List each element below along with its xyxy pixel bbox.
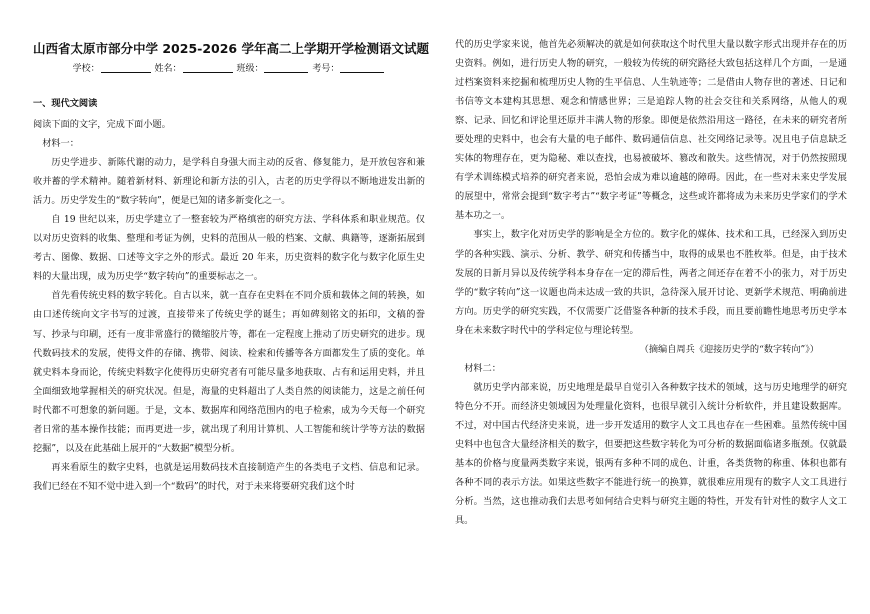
exam-title: 山西省太原市部分中学 2025-2026 学年高二上学期开学检测语文试题: [33, 41, 429, 56]
name-label: 姓名：: [154, 64, 182, 74]
school-label: 学校：: [72, 64, 100, 74]
paragraph: 就历史学内部来说，历史地理是最早自觉引入各种数字技术的领域，这与历史地理学的研究特色分不开。而经济史领域因为处理量化资料，也很早就引入统计分析软件，并且建设数据库。不过，对中国古代经济史来说，进一步开发适用的数字人文工具也存在一些困难。虽然传统中国史料中也包含大量经济相关的数字，但要把这些数字转化为可分析的数据面临诸多瓶颈。仅就最基本的价格与度量两类数字来说，银两有多种不同的成色、计重，各类货物的称重、体积也都有各种不同的表示方法。如果这些数字不能进行统一的换算，就很难应用现有的数字人文工具进行分析。当然，这也推动我们去思考如何结合史料与研究主题的特性，开发有针对性的数字人文工具。: [455, 381, 847, 527]
paragraph: 首先看传统史料的数字转化。自古以来，就一直存在史料在不同介质和载体之间的转换，如由口述传统向文字书写的过渡，直接带来了传统史学的诞生；再如碑刻铭文的拓印，文稿的誊写、抄录与印刷，还有一度非常盛行的微缩胶片等，都在一定程度上推动了历史研究的进步。现代数码技术的发展，使得文件的存储、携带、阅读、检索和传播等各方面都发生了质的变化。单就史料本身而论，传统史料数字化使得历史研究者有可能尽量多地获取、占有和运用史料，并且全面细致地掌握相关的研究状况。但是，海量的史料超出了人类自然的阅读能力，这是之前任何时代都不可想象的新问题。于是，文本、数据库和网络范围内的电子检索，成为今天每一个研究者日常的基本操作技能；而再更进一步，就出现了利用计算机、人工智能和统计学等方法的数据挖掘”，以及在此基础上展开的“大数据”模型分析。: [33, 290, 425, 454]
material1-label: 材料一：: [42, 138, 79, 150]
class-blank: [264, 63, 308, 73]
paragraph: 再来看原生的数字史料，也就是运用数码技术直接制造产生的各类电子文档、信息和记录。我们已经在不知不觉中进入到一个“数码”的时代，对于未来将要研究我们这个时: [33, 461, 425, 492]
right-column: [455, 35, 847, 530]
source-citation: （摘编自周兵《迎接历史学的“数字转向”》）: [639, 343, 819, 355]
paragraph: 历史学进步、新陈代谢的动力，是学科自身强大而主动的反省、修复能力，是开放包容和兼收并蓄的学术精神。随着新材料、新理论和新方法的引入，古老的历史学得以不断地进发出新的活力。历史学发生的“数字转向”，便是已知的诸多新变化之一。: [33, 157, 425, 207]
material2-label: 材料二：: [464, 362, 501, 374]
paragraph: 代的历史学家来说，他首先必须解决的就是如何获取这个时代里大量以数字形式出现并存在的历史资料。例如，进行历史人物的研究，一般较为传统的研究路径大致包括这样几个方面，一是通过档案资料来挖掘和梳理历史人物的生平信息、人生轨迹等；二是借由人物存世的著述、日记和书信等文本建构其思想、观念和情感世界；三是追踪人物的社会交往和关系网络，从他人的观察、记录、回忆和评论里还原并丰满人物的形象。即便是依然沿用这一路径，在未来的研究者所要处理的史料中，也会有大量的电子邮件、数码通信信息、社交网络记录等。况且电子信息缺乏实体的物理存在，更为隐秘、难以查找，也易被破坏、篡改和散失。这些情况，对于仍然按照现有学术训练模式培养的研究者来说，恐怕会成为难以逾越的障碍。因此，在一些对未来史学发展的展望中，常常会提到“数字考古”“数字考证”等概念，这些或许都将成为未来历史学家们的学术基本功之一。: [455, 39, 847, 222]
exam-no-label: 考号：: [312, 64, 340, 74]
paragraph: 事实上，数字化对历史学的影响是全方位的。数字化的媒体、技术和工具，已经深入到历史学的各种实践、演示、分析、教学、研究和传播当中，取得的成果也不胜枚举。但是，由于技术发展的日新月异以及传统学科本身存在一定的滞后性，两者之间还存在着不小的张力，对于历史学的“数字转向”这一议题也尚未达成一致的共识，急待深入展开讨论、更新学术规范、明确前进方向。历史学的研究实践，不仅需要广泛借鉴各种新的技术手段，而且要前瞻性地思考历史学本身在未来数字时代中的学科定位与理论转型。: [455, 229, 847, 336]
name-blank: [183, 63, 233, 73]
student-info-fields: [33, 61, 425, 74]
paragraph: 自 19 世纪以来，历史学建立了一整套较为严格缜密的研究方法、学科体系和职业规范。仅以对历史资料的收集、整理和考证为例，史料的范围从一般的档案、文献、典籍等，逐渐拓展到考古、图像、数据、口述等文字之外的形式。最近 20 年来，历史资料的数字化与数字化原生史料的大量出现，成为历史学“数字转向”的重要标志之一。: [33, 214, 425, 283]
left-column: [33, 36, 429, 496]
instruction: 阅读下面的文字，完成下面小题。: [33, 119, 171, 130]
school-blank: [101, 63, 151, 73]
class-label: 班级：: [236, 64, 264, 74]
exam-no-blank: [340, 63, 384, 73]
section-heading: 一、现代文阅读: [33, 98, 98, 109]
